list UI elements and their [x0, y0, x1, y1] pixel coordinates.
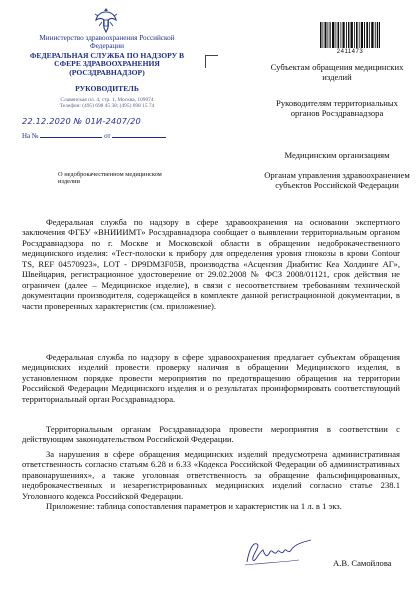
addressee-2: Руководителям территориальных органов Росздравнадзора — [276, 98, 398, 119]
letterhead-address — [22, 97, 192, 109]
paragraph-text: Приложение: таблица сопоставления параметров и характеристик на 1 л. в 1 экз. — [46, 501, 342, 511]
reference-date-label: от — [104, 132, 111, 140]
service-full-name: ФЕДЕРАЛЬНАЯ СЛУЖБА ПО НАДЗОРУ В СФЕРЕ ЗДРАВООХРАНЕНИЯ — [29, 51, 185, 69]
reference-line — [22, 132, 166, 140]
body-paragraph-1 — [22, 217, 400, 311]
address-line: Славянская пл. 4, стр. 1, Москва, 109074 — [60, 97, 154, 103]
paragraph-text: Федеральная служба по надзору в сфере здравоохранения предлагает субъектам обращения медицинских изделий провести проверку наличия в обращении Медицинского изделия, в установленном порядке провести мероприятия по предотвращению обращения на территории Российской Федерации Медицинского изделия и о результатах проинформировать соответствующий территориальный орган Росздравнадзора. — [22, 352, 400, 404]
addressee-3: Медицинским организациям — [284, 150, 390, 160]
addressee-1: Субъектам обращения медицинских изделий — [270, 62, 404, 83]
letter-subject: О недоброкачественном медицинском изделии — [58, 171, 162, 186]
registration-date-number: 22.12.2020 № 01И-2407/20 — [22, 116, 141, 126]
reference-number-label: На № — [22, 132, 39, 140]
state-emblem-icon — [93, 6, 119, 34]
signatory-name: А.В. Самойлова — [333, 558, 392, 568]
addressee-4: Органам управления здравоохранением субъектов Российской Федерации — [264, 170, 410, 191]
service-name — [22, 52, 192, 77]
registration-line — [22, 116, 192, 126]
body-paragraph-2 — [22, 352, 400, 404]
service-abbr: (РОСЗДРАВНАДЗОР) — [69, 67, 145, 77]
letterhead-title: РУКОВОДИТЕЛЬ — [75, 84, 139, 93]
paragraph-text: За нарушения в сфере обращения медицинских изделий предусмотрена административная ответственность согласно статьям 6.28 и 6.33 «Кодекса Российской Федерации об административных правонарушениях», а также уголовная ответственность за обращение фальсифицированных, недоброкачественных и незарегистрированных медицинских изделий согласно статье 238.1 Уголовного кодекса Российской Федерации. — [22, 449, 400, 501]
attachment-line — [22, 501, 400, 511]
ministry-name: Министерство здравоохранения Российской Федерации — [39, 34, 175, 50]
barcode-number: 2411473 — [336, 49, 364, 55]
barcode — [320, 22, 380, 48]
body-paragraph-3 — [22, 424, 400, 445]
reference-date-blank — [112, 137, 166, 138]
paragraph-text: Федеральная служба по надзору в сфере здравоохранения на основании экспертного заключения ФГБУ «ВНИИИМТ» Росздравнадзора сообщает о выявлении территориальным органом Росздравнадзора по г. Москве и Московской области в обращении недоброкачественного медицинского изделия: «Тест-полоски к прибору для определения уровня глюкозы в крови Contour TS, REF 04570923», LOT - DP9DM3F05B, производства «Асцензия Диабитис Кеа Холдинге АГ», Швейцария, регистрационное удостоверение от 29.02.2008 № ФСЗ 2008/01121, срок действия не ограничен (далее – Медицинское изделие), в связи с несоответствием требованиям технической документации производителя, содержащейся в комплекте данной регистрационной документации, в части проверенных характеристик (см. приложение). — [22, 217, 400, 311]
reference-number-blank — [40, 137, 102, 138]
phone-line: Телефон: (495) 698 45 38; (495) 698 15 74 — [59, 103, 155, 110]
address-corner-mark — [205, 55, 218, 68]
body-paragraph-4 — [22, 449, 400, 501]
paragraph-text: Территориальным органам Росздравнадзора провести мероприятия в соответствии с действующим законодательством Российской Федерации. — [22, 424, 400, 445]
handwritten-signature — [243, 536, 315, 568]
